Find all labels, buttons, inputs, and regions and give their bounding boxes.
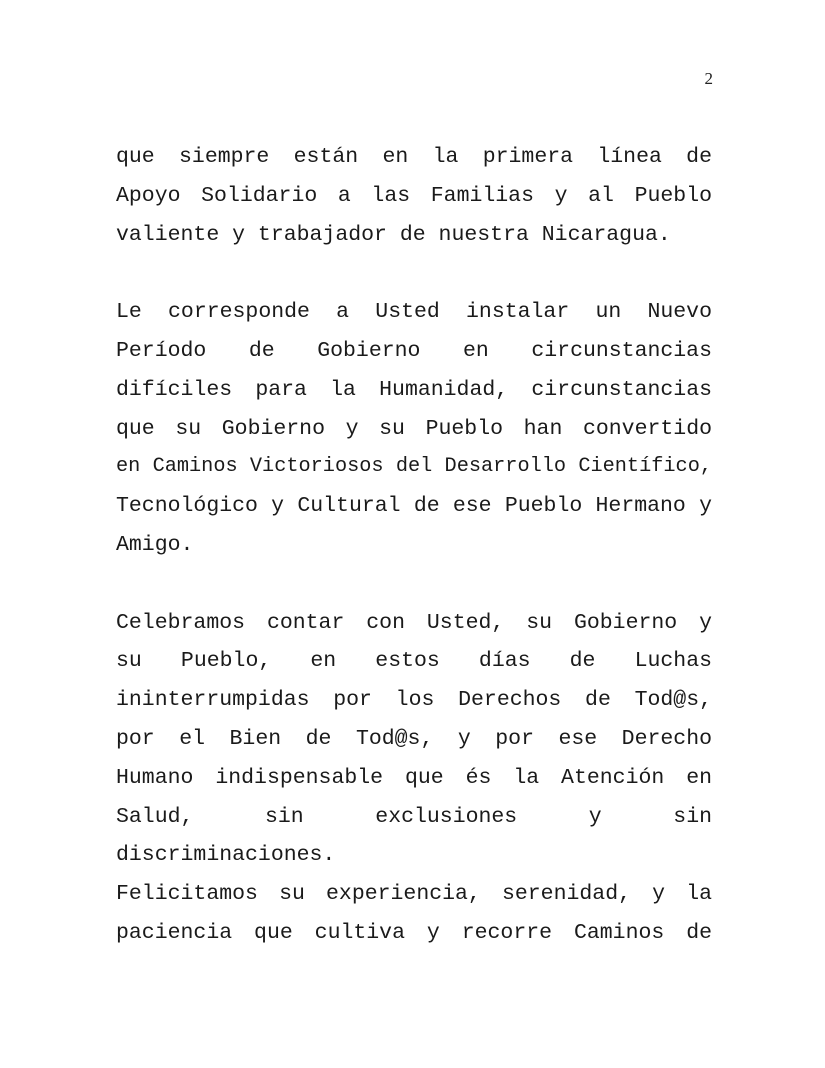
page-number: 2 bbox=[704, 69, 713, 88]
text-line: ininterrumpidas por los Derechos de Tod@s, bbox=[116, 688, 712, 713]
paragraph-gap bbox=[116, 565, 712, 604]
text-line: Amigo. bbox=[116, 532, 194, 557]
paragraph-3 bbox=[116, 604, 712, 876]
paragraph-gap bbox=[116, 254, 712, 293]
text-line: discriminaciones. bbox=[116, 843, 336, 868]
text-line: en Caminos Victoriosos del Desarrollo Científico, bbox=[116, 455, 712, 479]
text-line: paciencia que cultiva y recorre Caminos de bbox=[116, 920, 712, 945]
text-line: Apoyo Solidario a las Familias y al Pueblo bbox=[116, 183, 712, 208]
text-line: por el Bien de Tod@s, y por ese Derecho bbox=[116, 726, 712, 751]
paragraph-2 bbox=[116, 293, 712, 565]
letter-body bbox=[116, 138, 712, 953]
text-line: valiente y trabajador de nuestra Nicaragua. bbox=[116, 222, 671, 247]
text-line: que siempre están en la primera línea de bbox=[116, 145, 712, 169]
text-line: Felicitamos su experiencia, serenidad, y la bbox=[116, 882, 712, 907]
paragraph-4 bbox=[116, 875, 712, 953]
text-line: Celebramos contar con Usted, su Gobierno y bbox=[116, 610, 712, 635]
text-line: Humano indispensable que és la Atención en bbox=[116, 765, 712, 790]
text-line: Le corresponde a Usted instalar un Nuevo bbox=[116, 300, 712, 325]
text-line: que su Gobierno y su Pueblo han convertido bbox=[116, 416, 712, 441]
text-line: Período de Gobierno en circunstancias bbox=[116, 338, 712, 363]
text-line: difíciles para la Humanidad, circunstancias bbox=[116, 377, 712, 402]
text-line: Tecnológico y Cultural de ese Pueblo Hermano y bbox=[116, 494, 712, 519]
text-line: su Pueblo, en estos días de Luchas bbox=[116, 649, 712, 674]
paragraph-1 bbox=[116, 138, 712, 254]
text-line: Salud, sin exclusiones y sin bbox=[116, 804, 712, 829]
